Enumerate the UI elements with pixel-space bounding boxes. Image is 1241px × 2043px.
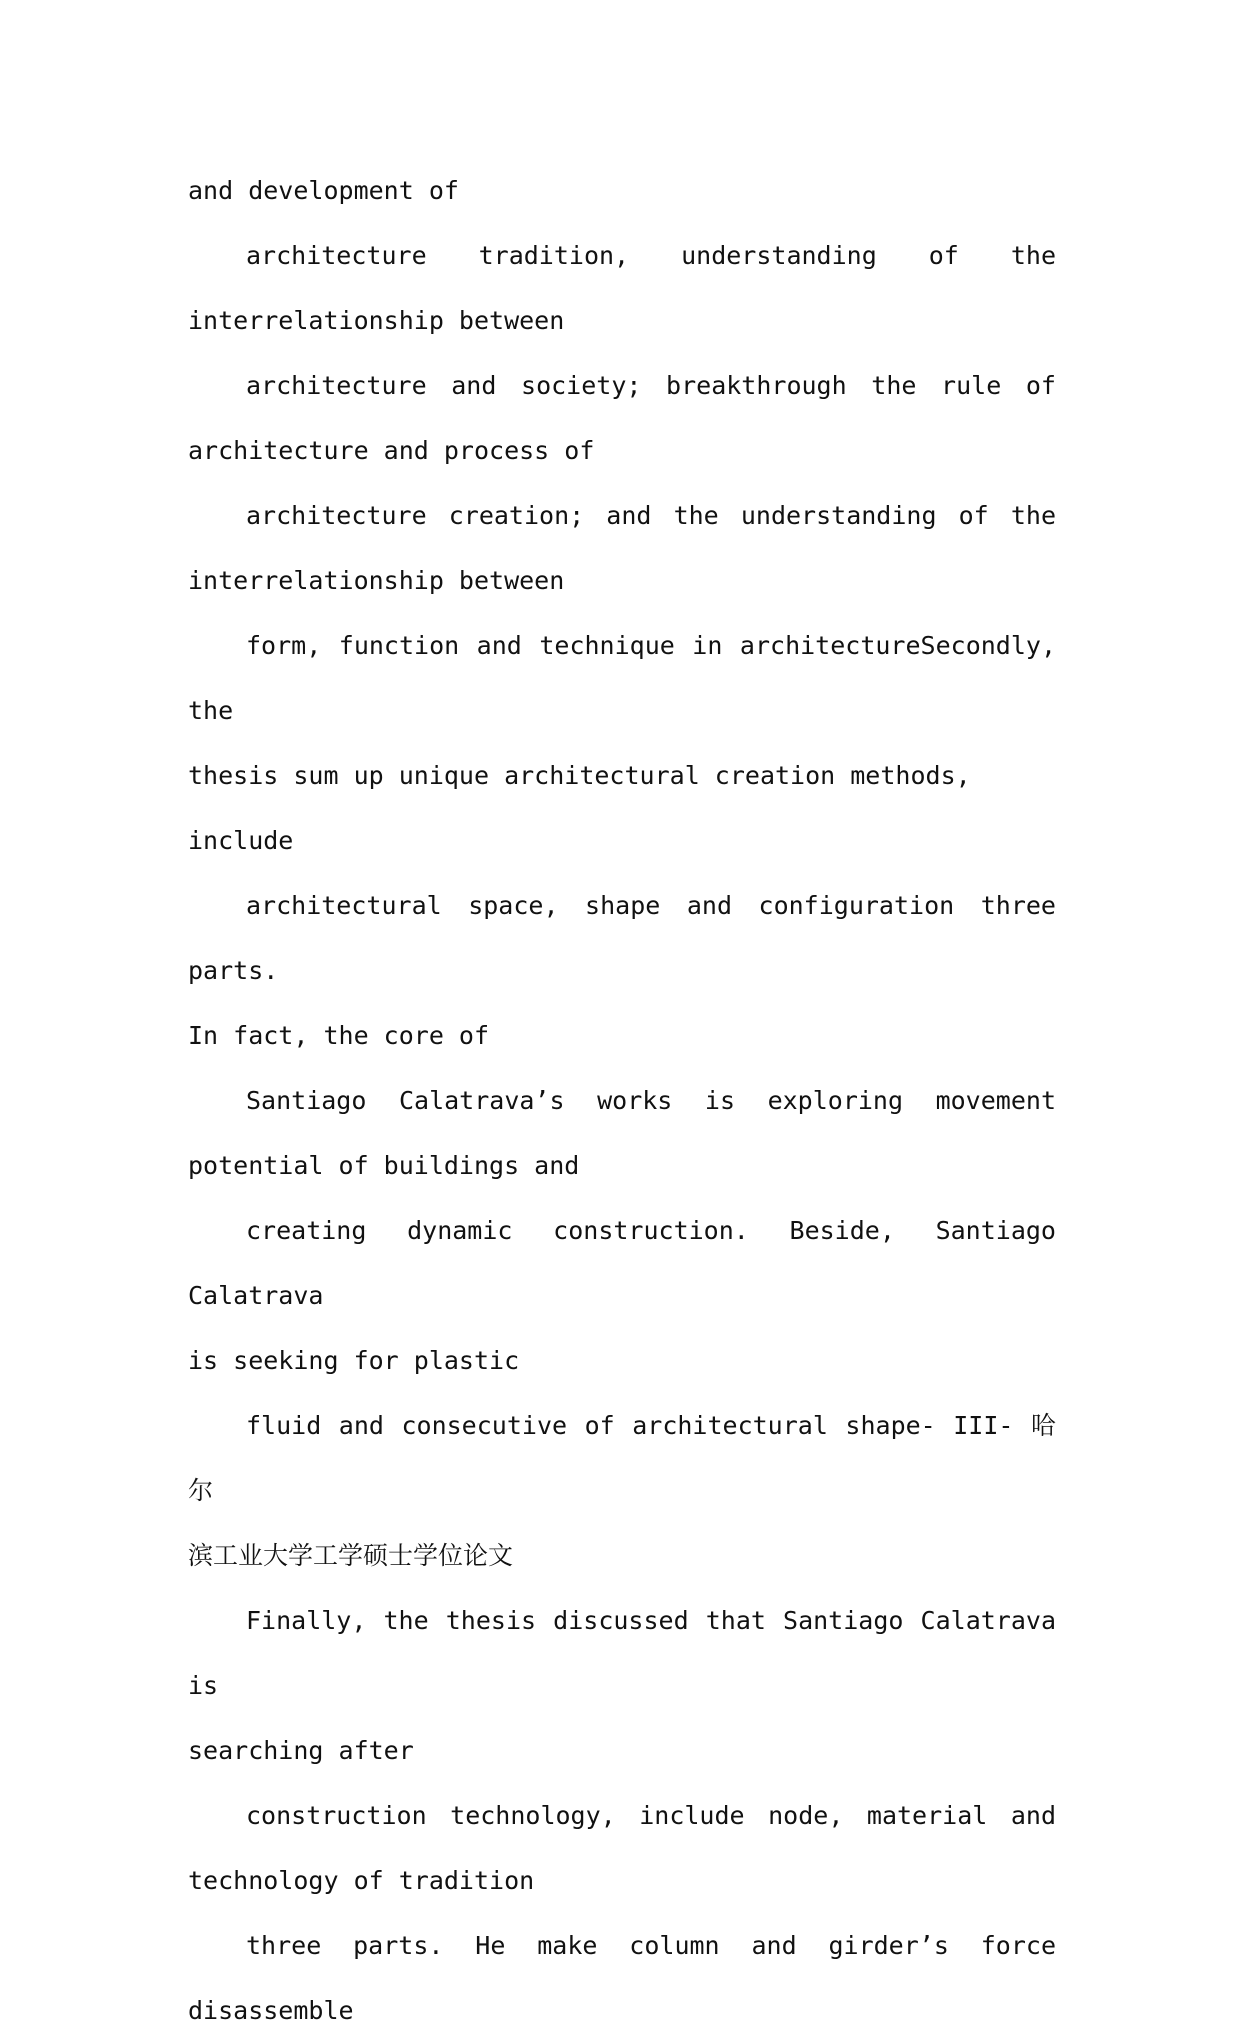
text-line: In fact, the core of: [188, 1021, 490, 1050]
text-line: Finally, the thesis discussed that Santiago Calatrava is: [188, 1606, 1056, 1700]
body-text: [188, 158, 1056, 2043]
text-line: searching after: [188, 1736, 414, 1765]
text-line: thesis sum up unique architectural creation methods, include: [188, 761, 971, 855]
text-line: and development of: [188, 176, 459, 205]
text-line: construction technology, include node, material and: [246, 1801, 1056, 1830]
text-line: 滨工业大学工学硕士学位论文: [188, 1541, 514, 1570]
text-line: is seeking for plastic: [188, 1346, 520, 1375]
text-line: architecture and process of: [188, 436, 595, 465]
text-line: architecture creation; and the understanding of the: [246, 501, 1056, 530]
text-line: three parts. He make column and girder’s force disassemble: [188, 1931, 1056, 2025]
text-line: interrelationship between: [188, 306, 565, 335]
text-line: form, function and technique in architectureSecondly, the: [188, 631, 1056, 725]
text-line: architecture and society; breakthrough the rule of: [246, 371, 1056, 400]
text-line: creating dynamic construction. Beside, Santiago Calatrava: [188, 1216, 1056, 1310]
text-line: fluid and consecutive of architectural shape- III- 哈尔: [188, 1411, 1056, 1505]
text-line: technology of tradition: [188, 1866, 535, 1895]
text-line: architectural space, shape and configuration three parts.: [188, 891, 1056, 985]
text-line: interrelationship between: [188, 566, 565, 595]
text-line: Santiago Calatrava’s works is exploring movement: [246, 1086, 1056, 1115]
text-line: architecture tradition, understanding of the: [246, 241, 1056, 270]
text-line: potential of buildings and: [188, 1151, 580, 1180]
